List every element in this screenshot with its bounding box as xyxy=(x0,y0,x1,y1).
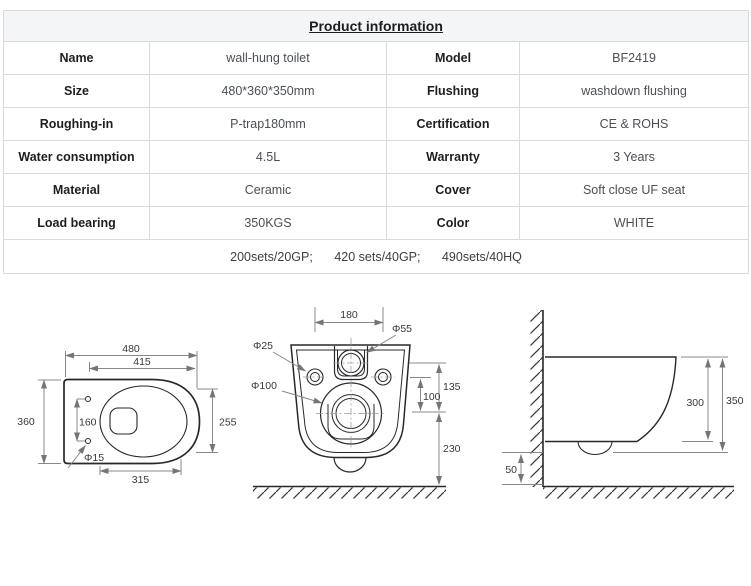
dim-outlet-offset: 50 xyxy=(505,464,517,476)
row-label: Name xyxy=(4,42,150,75)
dim-outlet-height: 230 xyxy=(443,443,461,455)
row-value: 480*360*350mm xyxy=(150,75,387,108)
table-row xyxy=(4,141,749,174)
table-row xyxy=(4,42,749,75)
table-title: Product information xyxy=(309,18,443,34)
seat-opening xyxy=(100,386,187,457)
row-label: Material xyxy=(4,174,150,207)
row-value: washdown flushing xyxy=(520,75,749,108)
dim-bowl-width: 315 xyxy=(131,474,150,486)
dim-overall-depth: 350 xyxy=(726,395,744,407)
mounting-hole-top xyxy=(86,397,91,402)
side-view-drawing xyxy=(502,310,744,499)
packing-20gp: 200sets/20GP; xyxy=(230,249,313,264)
dim-seat-width: 415 xyxy=(133,356,151,368)
table-header-row xyxy=(4,11,749,42)
row-value: Soft close UF seat xyxy=(520,174,749,207)
packing-row xyxy=(4,240,749,274)
wall-hatching xyxy=(531,310,543,487)
row-value: 350KGS xyxy=(150,207,387,240)
row-value: CE & ROHS xyxy=(520,108,749,141)
row-label: Flushing xyxy=(387,75,520,108)
dim-hole-diameter: Φ15 xyxy=(84,452,105,464)
row-label: Model xyxy=(387,42,520,75)
table-row xyxy=(4,75,749,108)
toilet-outline-side xyxy=(545,357,676,442)
top-view-drawing xyxy=(17,343,236,486)
dim-bolt-diameter: Φ25 xyxy=(252,340,274,352)
table-row xyxy=(4,207,749,240)
toilet-outline-front-inner xyxy=(297,350,405,453)
dim-overall-width: 480 xyxy=(122,343,140,355)
mounting-hole-bottom xyxy=(86,439,91,444)
dim-bolt-to-outlet: 100 xyxy=(423,391,441,403)
row-value: 3 Years xyxy=(520,141,749,174)
row-value: WHITE xyxy=(520,207,749,240)
technical-drawings xyxy=(0,286,751,586)
dim-hole-spacing: 160 xyxy=(79,416,97,429)
product-info-table xyxy=(3,10,749,274)
packing-40gp: 420 sets/40GP; xyxy=(334,249,421,264)
dim-seat-depth: 255 xyxy=(219,416,237,429)
row-value: BF2419 xyxy=(520,42,749,75)
table-row xyxy=(4,174,749,207)
packing-cell xyxy=(4,240,749,274)
packing-40hq: 490sets/40HQ xyxy=(441,249,522,264)
ground-hatching-front xyxy=(253,488,446,499)
dim-bolt-spacing: 180 xyxy=(340,309,358,321)
table-row xyxy=(4,108,749,141)
row-value: P-trap180mm xyxy=(150,108,387,141)
row-value: Ceramic xyxy=(150,174,387,207)
dim-inlet-diameter: Φ55 xyxy=(391,323,413,335)
row-label: Size xyxy=(4,75,150,108)
row-label: Roughing-in xyxy=(4,108,150,141)
top-view-dimensions xyxy=(38,351,218,475)
outlet-arc-side xyxy=(578,442,612,455)
trapway-opening xyxy=(110,408,137,434)
row-label: Load bearing xyxy=(4,207,150,240)
row-value: 4.5L xyxy=(150,141,387,174)
table-title-cell xyxy=(4,11,749,42)
outlet-pipe-bump xyxy=(334,458,366,473)
row-label: Certification xyxy=(387,108,520,141)
row-label: Water consumption xyxy=(4,141,150,174)
front-view-drawing xyxy=(251,307,461,499)
dim-depth: 360 xyxy=(17,416,35,428)
dim-outlet-diameter: Φ100 xyxy=(251,380,277,392)
floor-hatching-side xyxy=(543,488,734,499)
row-value: wall-hung toilet xyxy=(150,42,387,75)
row-label: Cover xyxy=(387,174,520,207)
row-label: Warranty xyxy=(387,141,520,174)
dim-inlet-to-outlet: 135 xyxy=(443,381,461,393)
row-label: Color xyxy=(387,207,520,240)
dim-depth-top: 300 xyxy=(686,397,704,409)
